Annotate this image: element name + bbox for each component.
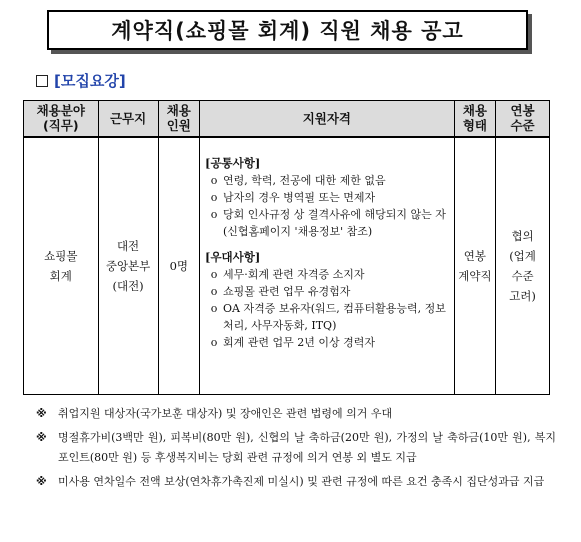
reference-mark-icon: ※ — [36, 407, 47, 420]
bullet-icon: o — [210, 207, 218, 221]
bullet-icon: o — [210, 284, 218, 298]
list-item: o 남자의 경우 병역필 또는 면제자 — [205, 189, 454, 206]
section-heading — [36, 70, 126, 91]
cell-field: 쇼핑몰 회계 — [24, 137, 99, 395]
common-title: [공통사항] — [205, 155, 261, 170]
reference-mark-icon: ※ — [36, 431, 47, 444]
bullet-icon: o — [210, 335, 218, 349]
table-row — [24, 137, 550, 395]
header-employment-type: 채용 형태 — [454, 101, 495, 137]
bullet-icon: o — [210, 173, 218, 187]
bullet-icon: o — [210, 267, 218, 281]
list-item: o 쇼핑몰 관련 업무 유경험자 — [205, 283, 454, 300]
section-label: [모집요강] — [54, 72, 126, 90]
list-item: o 세무·회계 관련 자격증 소지자 — [205, 266, 454, 283]
notes — [36, 404, 556, 496]
cell-headcount: 0명 — [158, 137, 199, 395]
cell-location: 대전 중앙본부 (대전) — [98, 137, 158, 395]
reference-mark-icon: ※ — [36, 475, 47, 488]
note-item: ※ 미사용 연차일수 전액 보상(연차휴가촉진제 미실시) 및 관련 규정에 따른 요건 충족시 집단성과급 지급 — [36, 472, 556, 492]
note-item: ※ 취업지원 대상자(국가보훈 대상자) 및 장애인은 관련 법령에 의거 우대 — [36, 404, 556, 424]
header-salary: 연봉 수준 — [496, 101, 550, 137]
header-location: 근무지 — [98, 101, 158, 137]
table-header-row — [24, 101, 550, 137]
list-item: o 연령, 학력, 전공에 대한 제한 없음 — [205, 172, 454, 189]
pref-title: [우대사항] — [205, 249, 261, 264]
page-title: 계약직(쇼핑몰 회계) 직원 채용 공고 — [47, 10, 528, 50]
header-qualification: 지원자격 — [200, 101, 455, 137]
recruitment-table — [23, 100, 550, 395]
list-item: o OA 자격증 보유자(워드, 컴퓨터활용능력, 정보처리, 사무자동화, ITQ) — [205, 300, 454, 334]
cell-salary: 협의 (업계 수준 고려) — [496, 137, 550, 395]
cell-qualification — [200, 137, 455, 395]
header-headcount: 채용 인원 — [158, 101, 199, 137]
bullet-icon: o — [210, 301, 218, 315]
list-item: o 회계 관련 업무 2년 이상 경력자 — [205, 334, 454, 351]
bullet-icon: o — [210, 190, 218, 204]
header-field: 채용분야 (직무) — [24, 101, 99, 137]
checkbox-icon — [36, 75, 48, 87]
cell-employment-type: 연봉 계약직 — [454, 137, 495, 395]
note-item: ※ 명절휴가비(3백만 원), 피복비(80만 원), 신협의 날 축하금(20만 원), 가정의 날 축하금(10만 원), 복지포인트(80만 원) 등 후생복지비는 당회 관련 규정에 의거 연봉 외 별도 지급 — [36, 428, 556, 468]
list-item: o 당회 인사규정 상 결격사유에 해당되지 않는 자(신협홈페이지 '채용정보' 참조) — [205, 206, 454, 240]
